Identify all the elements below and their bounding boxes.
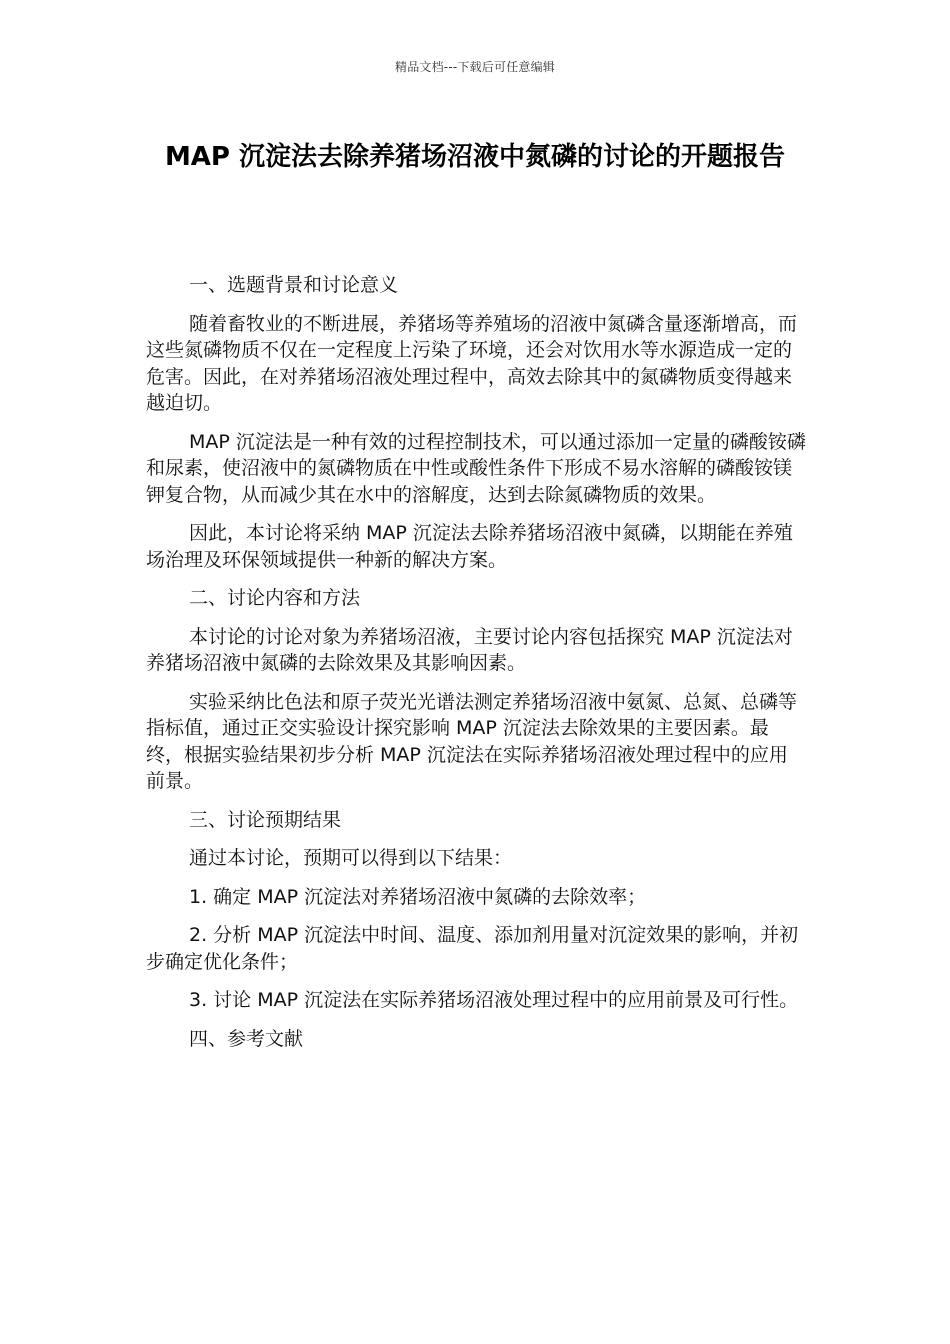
section-1-paragraph-2: MAP 沉淀法是一种有效的过程控制技术，可以通过添加一定量的磷酸铵磷和尿素，使沼液中的氮磷物质在中性或酸性条件下形成不易水溶解的磷酸铵镁钾复合物，从而减少其在水中的溶解度，达到去除氮磷物质的效果。 <box>146 430 806 506</box>
section-2-paragraph-1: 本讨论的讨论对象为养猪场沼液，主要讨论内容包括探究 MAP 沉淀法对养猪场沼液中氮磷的去除效果及其影响因素。 <box>146 625 793 674</box>
header-note: 精品文档---下载后可任意编辑 <box>395 60 555 74</box>
section-1-heading: 一、选题背景和讨论意义 <box>189 274 399 296</box>
section-2-heading: 二、讨论内容和方法 <box>189 587 361 609</box>
section-2-paragraph-2: 实验采纳比色法和原子荧光光谱法测定养猪场沼液中氨氮、总氮、总磷等指标值，通过正交实验设计探究影响 MAP 沉淀法去除效果的主要因素。最终，根据实验结果初步分析 MAP 沉淀法在实际养猪场沼液处理过程中的应用前景。 <box>146 690 798 792</box>
section-1-paragraph-3: 因此，本讨论将采纳 MAP 沉淀法去除养猪场沼液中氮磷，以期能在养殖场治理及环保领域提供一种新的解决方案。 <box>146 522 793 571</box>
document-body <box>146 272 806 1064</box>
section-3-item-3: 3. 讨论 MAP 沉淀法在实际养猪场沼液处理过程中的应用前景及可行性。 <box>189 989 799 1011</box>
section-1-paragraph-1: 随着畜牧业的不断进展，养猪场等养殖场的沼液中氮磷含量逐渐增高，而这些氮磷物质不仅在一定程度上污染了环境，还会对饮用水等水源造成一定的危害。因此，在对养猪场沼液处理过程中，高效去除其中的氮磷物质变得越来越迫切。 <box>146 312 798 414</box>
section-3-item-2: 2. 分析 MAP 沉淀法中时间、温度、添加剂用量对沉淀效果的影响，并初步确定优化条件； <box>146 924 799 973</box>
section-3-heading: 三、讨论预期结果 <box>189 808 342 831</box>
section-3-intro: 通过本讨论，预期可以得到以下结果： <box>189 847 513 869</box>
section-4-heading: 四、参考文献 <box>189 1027 304 1050</box>
section-3-item-1: 1. 确定 MAP 沉淀法对养猪场沼液中氮磷的去除效率； <box>189 885 647 908</box>
document-title: MAP 沉淀法去除养猪场沼液中氮磷的讨论的开题报告 <box>164 142 786 172</box>
